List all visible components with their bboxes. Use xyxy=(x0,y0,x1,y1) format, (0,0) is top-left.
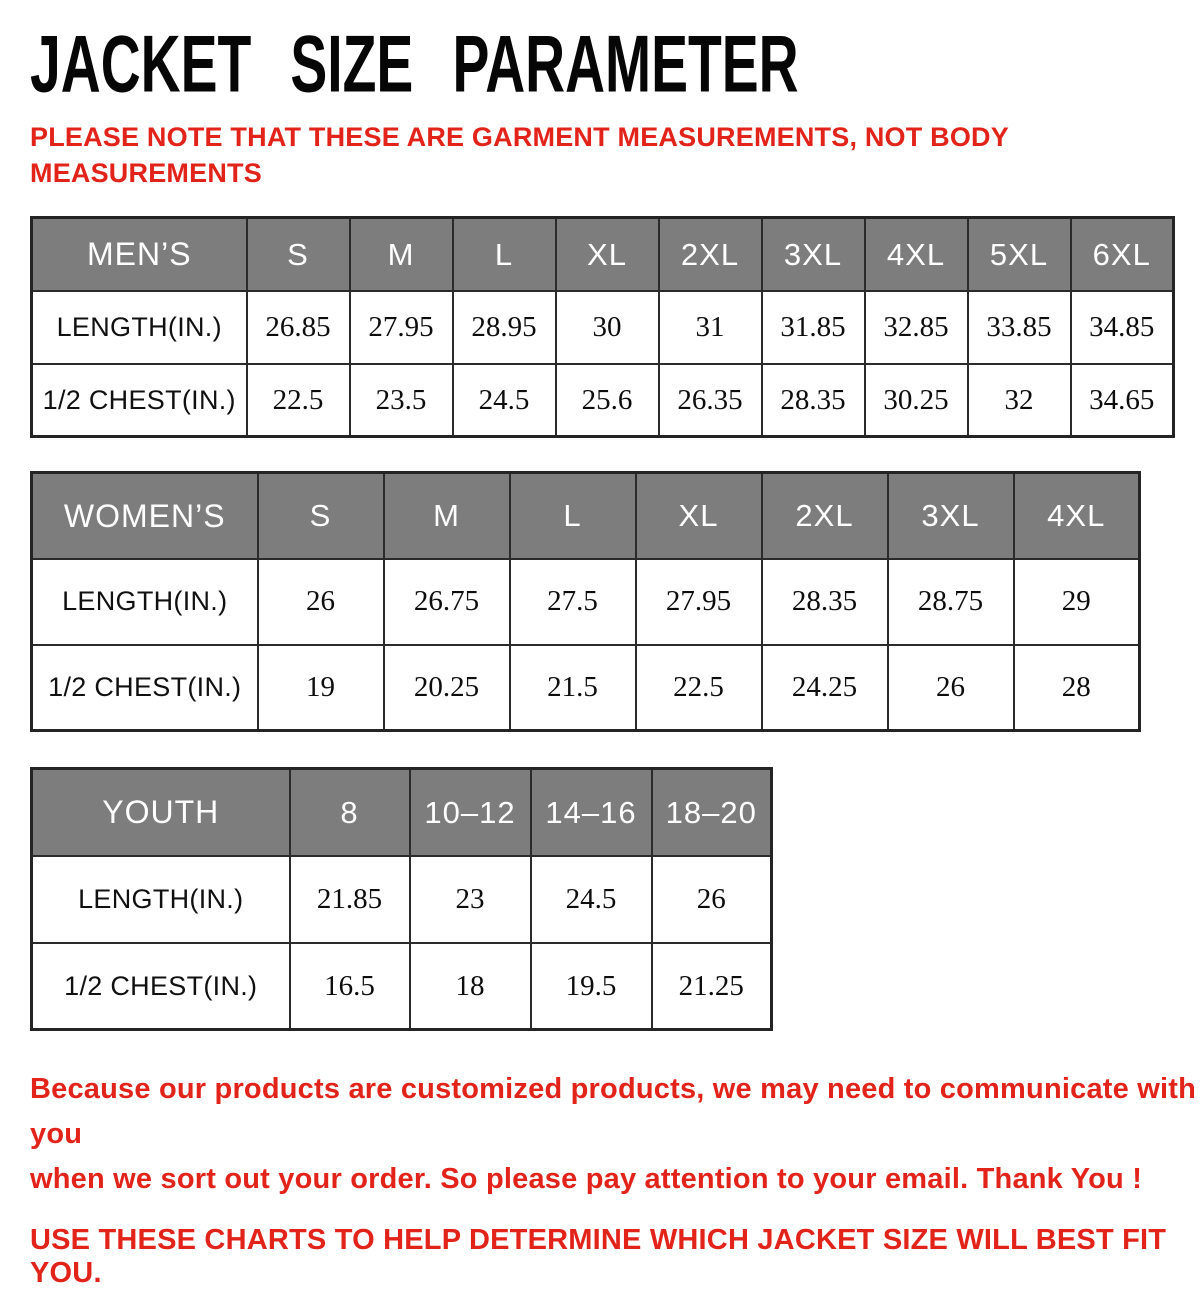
value-cell: 26 xyxy=(888,645,1014,731)
mens-size-header-6xl: 6XL xyxy=(1071,218,1174,291)
mens-size-header-s: S xyxy=(247,218,350,291)
mens-size-header-2xl: 2XL xyxy=(659,218,762,291)
womens-size-header-l: L xyxy=(510,473,636,559)
value-cell: 19.5 xyxy=(531,943,652,1030)
womens-size-header-m: M xyxy=(384,473,510,559)
garment-note-line2: MEASUREMENTS xyxy=(30,157,262,188)
youth-size-header-14-16: 14–16 xyxy=(531,769,652,856)
mens-header-row xyxy=(32,218,1174,291)
value-cell: 22.5 xyxy=(247,364,350,437)
womens-size-table xyxy=(30,471,1141,732)
mens-size-table xyxy=(30,216,1175,438)
youth-table-title: YOUTH xyxy=(32,769,290,856)
mens-size-header-5xl: 5XL xyxy=(968,218,1071,291)
value-cell: 32.85 xyxy=(865,291,968,364)
youth-size-header-18-20: 18–20 xyxy=(652,769,772,856)
value-cell: 31.85 xyxy=(762,291,865,364)
value-cell: 18 xyxy=(410,943,531,1030)
value-cell: 26 xyxy=(652,856,772,943)
garment-measurement-note xyxy=(30,120,1200,191)
womens-header-row xyxy=(32,473,1140,559)
value-cell: 32 xyxy=(968,364,1071,437)
value-cell: 30.25 xyxy=(865,364,968,437)
customization-notice xyxy=(30,1067,1200,1202)
value-cell: 23 xyxy=(410,856,531,943)
value-cell: 28.75 xyxy=(888,559,1014,645)
value-cell: 21.25 xyxy=(652,943,772,1030)
value-cell: 26.35 xyxy=(659,364,762,437)
youth-size-table xyxy=(30,767,773,1031)
mens-size-header-xl: XL xyxy=(556,218,659,291)
customization-notice-line1: Because our products are customized products, we may need to communicate with you xyxy=(30,1073,1196,1151)
mens-size-header-m: M xyxy=(350,218,453,291)
row-label-cell: LENGTH(IN.) xyxy=(32,856,290,943)
value-cell: 29 xyxy=(1014,559,1140,645)
value-cell: 21.85 xyxy=(290,856,410,943)
value-cell: 26.85 xyxy=(247,291,350,364)
womens-size-header-4xl: 4XL xyxy=(1014,473,1140,559)
mens-table-title: MEN’S xyxy=(32,218,247,291)
womens-size-header-2xl: 2XL xyxy=(762,473,888,559)
youth-chest-row xyxy=(32,943,772,1030)
page-title-text: JACKET SIZE PARAMETER xyxy=(30,18,799,109)
value-cell: 28.95 xyxy=(453,291,556,364)
womens-length-row xyxy=(32,559,1140,645)
value-cell: 26 xyxy=(258,559,384,645)
value-cell: 28.35 xyxy=(762,364,865,437)
value-cell: 25.6 xyxy=(556,364,659,437)
page-title xyxy=(30,18,1200,109)
row-label-cell: 1/2 CHEST(IN.) xyxy=(32,364,247,437)
value-cell: 30 xyxy=(556,291,659,364)
value-cell: 21.5 xyxy=(510,645,636,731)
value-cell: 34.85 xyxy=(1071,291,1174,364)
womens-chest-row xyxy=(32,645,1140,731)
mens-length-row xyxy=(32,291,1174,364)
value-cell: 33.85 xyxy=(968,291,1071,364)
value-cell: 19 xyxy=(258,645,384,731)
row-label-cell: 1/2 CHEST(IN.) xyxy=(32,943,290,1030)
womens-size-header-3xl: 3XL xyxy=(888,473,1014,559)
value-cell: 28 xyxy=(1014,645,1140,731)
youth-size-header-10-12: 10–12 xyxy=(410,769,531,856)
chart-usage-note: USE THESE CHARTS TO HELP DETERMINE WHICH JACKET SIZE WILL BEST FIT YOU. xyxy=(30,1224,1167,1290)
row-label-cell: LENGTH(IN.) xyxy=(32,559,258,645)
value-cell: 16.5 xyxy=(290,943,410,1030)
value-cell: 27.95 xyxy=(350,291,453,364)
womens-size-header-xl: XL xyxy=(636,473,762,559)
value-cell: 27.95 xyxy=(636,559,762,645)
value-cell: 28.35 xyxy=(762,559,888,645)
value-cell: 24.5 xyxy=(453,364,556,437)
value-cell: 24.5 xyxy=(531,856,652,943)
value-cell: 27.5 xyxy=(510,559,636,645)
customization-notice-line2: when we sort out your order. So please pay attention to your email. Thank You ! xyxy=(30,1163,1143,1196)
mens-size-header-l: L xyxy=(453,218,556,291)
mens-size-header-3xl: 3XL xyxy=(762,218,865,291)
womens-size-header-s: S xyxy=(258,473,384,559)
value-cell: 20.25 xyxy=(384,645,510,731)
youth-size-header-8: 8 xyxy=(290,769,410,856)
youth-header-row xyxy=(32,769,772,856)
value-cell: 24.25 xyxy=(762,645,888,731)
garment-note-line1: PLEASE NOTE THAT THESE ARE GARMENT MEASUREMENTS, NOT BODY xyxy=(30,122,1009,152)
womens-table-title: WOMEN’S xyxy=(32,473,258,559)
mens-chest-row xyxy=(32,364,1174,437)
youth-length-row xyxy=(32,856,772,943)
row-label-cell: LENGTH(IN.) xyxy=(32,291,247,364)
value-cell: 23.5 xyxy=(350,364,453,437)
row-label-cell: 1/2 CHEST(IN.) xyxy=(32,645,258,731)
value-cell: 34.65 xyxy=(1071,364,1174,437)
value-cell: 31 xyxy=(659,291,762,364)
mens-size-header-4xl: 4XL xyxy=(865,218,968,291)
value-cell: 22.5 xyxy=(636,645,762,731)
value-cell: 26.75 xyxy=(384,559,510,645)
